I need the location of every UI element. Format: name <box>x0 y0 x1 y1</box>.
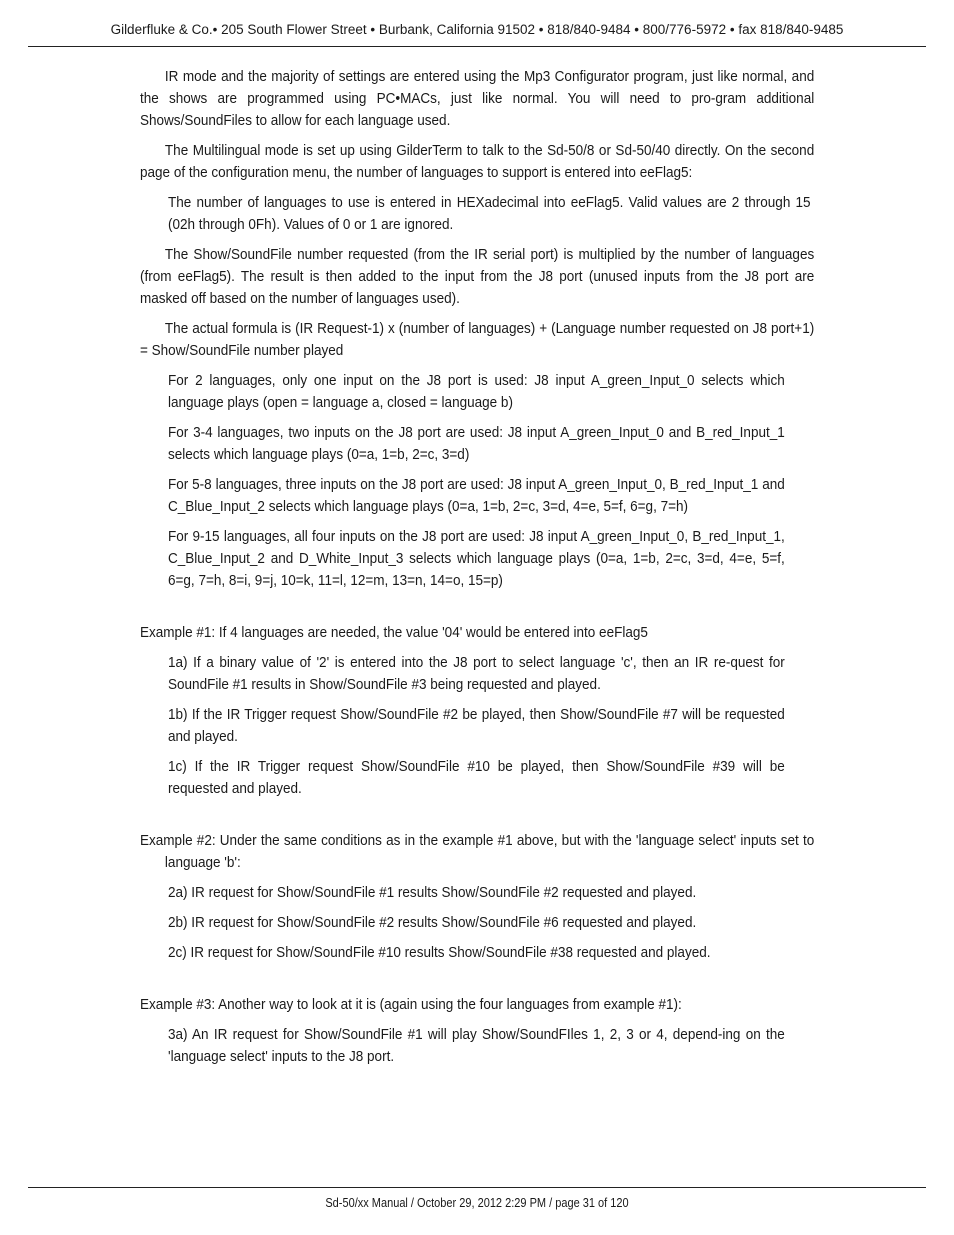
example-3a: 3a) An IR request for Show/SoundFile #1 will play Show/SoundFIles 1, 2, 3 or 4, depend-ing on the 'language select' inputs to the J8 port. <box>168 1026 785 1065</box>
example-1a: 1a) If a binary value of '2' is entered into the J8 port to select language 'c', then an IR re-quest for SoundFile #1 results in Show/SoundFile #3 being requested and played. <box>168 654 785 693</box>
page-body <box>140 66 814 1076</box>
paragraph-three-four-languages: For 3-4 languages, two inputs on the J8 port are used: J8 input A_green_Input_0 and B_red_Input_1 selects which language plays (0=a, 1=b, 2=c, 3=d) <box>168 424 785 463</box>
page-header: Gilderfluke & Co.• 205 South Flower Street • Burbank, California 91502 • 818/840-9484 • 800/776-5972 • fax 818/840-9485 <box>110 22 844 37</box>
example-2-heading: Example #2: Under the same conditions as in the example #1 above, but with the 'language select' inputs set to language 'b': <box>140 832 815 871</box>
paragraph-multiplication: The Show/SoundFile number requested (from the IR serial port) is multiplied by the number of languages (from eeFlag5). The result is then added to the input from the J8 port (unused inputs from the J8 port are masked off based on the number of languages used). <box>140 246 815 307</box>
paragraph-language-count: The number of languages to use is entered in HEXadecimal into eeFlag5. Valid values are 2 through 15 (02h through 0Fh). Values of 0 or 1 are ignored. <box>168 194 811 233</box>
paragraph-five-eight-languages: For 5-8 languages, three inputs on the J8 port are used: J8 input A_green_Input_0, B_red_Input_1 and C_Blue_Input_2 selects which language plays (0=a, 1=b, 2=c, 3=d, 4=e, 5=f, 6=g, 7=h) <box>168 476 785 515</box>
footer-rule <box>28 1187 926 1188</box>
paragraph-nine-fifteen-languages: For 9-15 languages, all four inputs on the J8 port are used: J8 input A_green_Input_0, B_red_Input_1, C_Blue_Input_2 and D_White_Input_3 selects which language plays (0=a, 1=b, 2=c, 3=d, 4=e, 5=f, 6=g, 7=h, 8=i, 9=j, 10=k, 11=l, 12=m, 13=n, 14=o, 15=p) <box>168 528 785 589</box>
paragraph-two-languages: For 2 languages, only one input on the J8 port is used: J8 input A_green_Input_0 selects which language plays (open = language a, closed = language b) <box>168 372 785 411</box>
example-3-heading: Example #3: Another way to look at it is (again using the four languages from example #1): <box>140 996 682 1013</box>
example-1c: 1c) If the IR Trigger request Show/SoundFile #10 be played, then Show/SoundFile #39 will be requested and played. <box>168 758 785 797</box>
paragraph-multilingual-setup: The Multilingual mode is set up using GilderTerm to talk to the Sd-50/8 or Sd-50/40 directly. On the second page of the configuration menu, the number of languages to support is entered into eeFlag5: <box>140 142 815 181</box>
paragraph-formula: The actual formula is (IR Request-1) x (number of languages) + (Language number requested on J8 port+1) = Show/SoundFile number played <box>140 320 815 359</box>
spacer <box>140 600 814 622</box>
example-1-heading: Example #1: If 4 languages are needed, the value '04' would be entered into eeFlag5 <box>140 624 648 641</box>
paragraph-ir-mode: IR mode and the majority of settings are entered using the Mp3 Configurator program, just like normal, and the shows are programmed using PC•MACs, just like normal. You will need to pro-gram additional Shows/SoundFiles to allow for each language used. <box>140 68 815 129</box>
example-2c: 2c) IR request for Show/SoundFile #10 results Show/SoundFile #38 requested and played. <box>168 944 711 961</box>
example-2b: 2b) IR request for Show/SoundFile #2 results Show/SoundFile #6 requested and played. <box>168 914 697 931</box>
example-2a: 2a) IR request for Show/SoundFile #1 results Show/SoundFile #2 requested and played. <box>168 884 697 901</box>
header-rule <box>28 46 926 47</box>
spacer <box>140 808 814 830</box>
page-footer: Sd-50/xx Manual / October 29, 2012 2:29 PM / page 31 of 120 <box>325 1196 629 1210</box>
spacer <box>140 972 814 994</box>
example-1b: 1b) If the IR Trigger request Show/SoundFile #2 be played, then Show/SoundFile #7 will be requested and played. <box>168 706 785 745</box>
